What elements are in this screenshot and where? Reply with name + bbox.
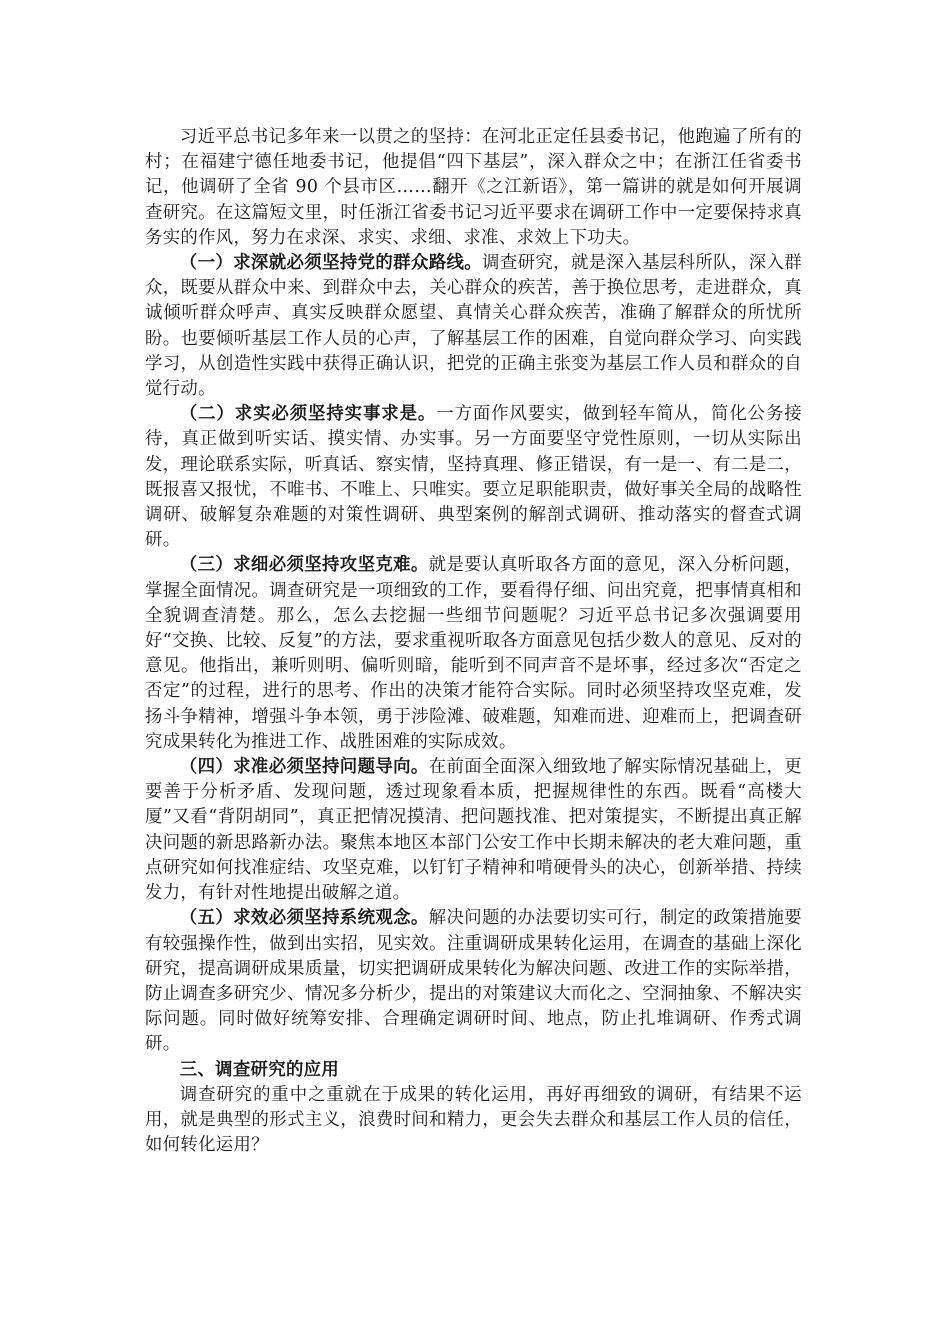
section-paragraph-5 xyxy=(145,906,802,1057)
section-lead-1: （一）求深就必须坚持党的群众路线。 xyxy=(179,253,483,274)
section-paragraph-1 xyxy=(145,251,802,402)
section-paragraph-2 xyxy=(145,402,802,553)
section-body-4: 在前面全面深入细致地了解实际情况基础上，更要善于分析矛盾、发现问题，透过现象看本质，把握规律性的东西。既看“高楼大厦”又看“背阴胡同”，真正把情况摸清、把问题找准、把对策提实，不断提出真正解决问题的新思路新办法。聚焦本地区本部门公安工作中长期未解决的老大难问题，重点研究如何找准症结、攻坚克难，以钉钉子精神和啃硬骨头的决心，创新举措、持续发力，有针对性地提出破解之道。 xyxy=(145,757,802,904)
section-body-3: 就是要认真听取各方面的意见，深入分析问题，掌握全面情况。调查研究是一项细致的工作，要看得仔细、问出究竟，把事情真相和全貌调查清楚。那么，怎么去挖掘一些细节问题呢？习近平总书记多次强调要用好“交换、比较、反复”的方法，要求重视听取各方面意见包括少数人的意见、反对的意见。他指出，兼听则明、偏听则暗，能听到不同声音不是坏事，经过多次“否定之否定”的过程，进行的思考、作出的决策才能符合实际。同时必须坚持攻坚克难，发扬斗争精神，增强斗争本领，勇于涉险滩、破难题，知难而进、迎难而上，把调查研究成果转化为推进工作、战胜困难的实际成效。 xyxy=(145,555,802,752)
section-body-2: 一方面作风要实，做到轻车简从，简化公务接待，真正做到听实话、摸实情、办实事。另一方面要坚守党性原则，一切从实际出发，理论联系实际，听真话、察实情，坚持真理、修正错误，有一是一、有二是二，既报喜又报忧，不唯书、不唯上、只唯实。要立足职能职责，做好事关全局的战略性调研、破解复杂难题的对策性调研、典型案例的解剖式调研、推动落实的督查式调研。 xyxy=(145,404,803,551)
section-lead-2: （二）求实必须坚持实事求是。 xyxy=(179,404,437,425)
section-lead-4: （四）求准必须坚持问题导向。 xyxy=(179,757,429,778)
section-body-5: 解决问题的办法要切实可行，制定的政策措施要有较强操作性，做到出实招，见实效。注重调研成果转化运用，在调查的基础上深化研究，提高调研成果质量，切实把调研成果转化为解决问题、改进工作的实际举措，防止调查多研究少、情况多分析少，提出的对策建议大而化之、空洞抽象、不解决实际问题。同时做好统筹安排、合理确定调研时间、地点，防止扎堆调研、作秀式调研。 xyxy=(145,908,802,1055)
section-paragraph-3 xyxy=(145,553,802,755)
closing-paragraph: 调查研究的重中之重就在于成果的转化运用，再好再细致的调研，有结果不运用，就是典型的形式主义，浪费时间和精力，更会失去群众和基层工作人员的信任，如何转化运用？ xyxy=(145,1084,802,1156)
document-page xyxy=(145,125,802,1158)
section-body-1: 调查研究，就是深入基层科所队，深入群众，既要从群众中来、到群众中去，关心群众的疾苦，善于换位思考，走进群众，真诚倾听群众呼声、真实反映群众愿望、真情关心群众疾苦，准确了解群众的所忧所盼。也要倾听基层工作人员的心声，了解基层工作的困难，自觉向群众学习、向实践学习，从创造性实践中获得正确认识，把党的正确主张变为基层工作人员和群众的自觉行动。 xyxy=(145,253,802,400)
section-lead-3: （三）求细必须坚持攻坚克难。 xyxy=(179,555,429,576)
intro-paragraph: 习近平总书记多年来一以贯之的坚持：在河北正定任县委书记，他跑遍了所有的村；在福建宁德任地委书记，他提倡“四下基层”，深入群众之中；在浙江任省委书记，他调研了全省 90 个县市区……翻开《之江新语》，第一篇讲的就是如何开展调查研究。在这篇短文里，时任浙江省委书记习近平要求在调研工作中一定要保持求真务实的作风，努力在求深、求实、求细、求准、求效上下功夫。 xyxy=(145,127,802,248)
section-lead-5: （五）求效必须坚持系统观念。 xyxy=(179,908,429,929)
section-heading-3: 三、调查研究的应用 xyxy=(179,1059,340,1080)
section-paragraph-4 xyxy=(145,755,802,906)
